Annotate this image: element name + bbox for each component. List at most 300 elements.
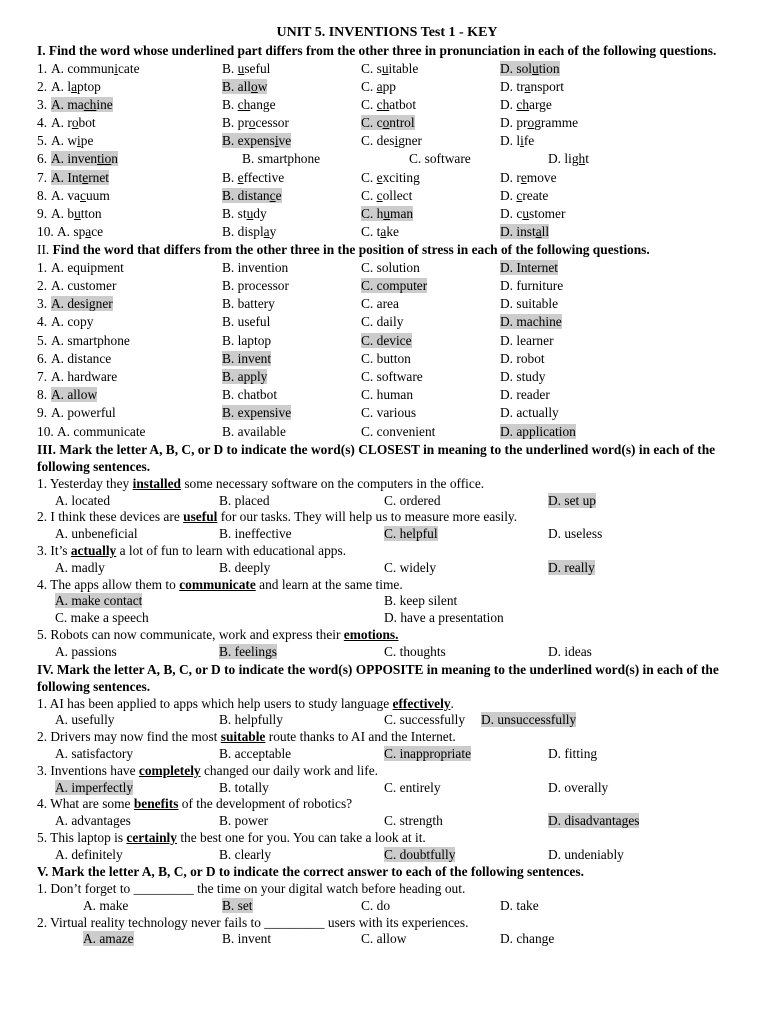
- option-c: [384, 813, 443, 830]
- option-b: [222, 313, 270, 331]
- option-text: [500, 61, 560, 76]
- answer-row: [37, 931, 737, 948]
- option-text-end: move: [526, 169, 557, 185]
- option-d: [500, 114, 578, 132]
- option-c: [384, 560, 436, 577]
- option-text-end: ffective: [243, 169, 285, 185]
- option-b: [219, 847, 271, 864]
- question-number: 5.: [37, 332, 48, 348]
- option-text: C. strength: [384, 813, 443, 829]
- option-text: [222, 79, 267, 94]
- option-text: A. smartphone: [51, 332, 130, 348]
- option-text: D. useless: [548, 526, 603, 542]
- option-text: D. overally: [548, 779, 609, 795]
- answer-row: [37, 847, 737, 864]
- question-number: 2.: [37, 278, 48, 294]
- section-2-number: II.: [37, 242, 50, 258]
- option-text: B. invent: [222, 931, 272, 947]
- option-text: D. study: [500, 369, 546, 384]
- option-text-end: tton: [80, 206, 102, 221]
- option-text-end: ange: [250, 96, 276, 112]
- option-text: A. usefully: [55, 712, 115, 728]
- question-text: 2. Virtual reality technology never fails to _________ users with its experiences.: [37, 914, 469, 930]
- option-text: C. thoughts: [384, 643, 446, 659]
- option-d: [500, 295, 558, 313]
- option-text-start: A. r: [51, 115, 72, 131]
- underlined-part: e: [520, 169, 527, 185]
- underlined-word: suitable: [220, 729, 266, 745]
- option-a: [55, 593, 142, 610]
- option-text-start: B.: [222, 96, 238, 112]
- question-start: 1. AI has been applied to apps which help users to study language: [37, 695, 393, 711]
- option-b: [222, 931, 271, 948]
- option-d: [500, 277, 563, 295]
- option-d: [500, 332, 554, 350]
- underlined-part: a: [263, 224, 270, 240]
- question-start: 2. I think these devices are: [37, 509, 184, 525]
- option-c: [361, 96, 416, 114]
- option-text: A. designer: [51, 296, 113, 312]
- option-b: [222, 404, 291, 422]
- option-text: [51, 115, 96, 130]
- option-text: [222, 97, 276, 112]
- option-c: [361, 169, 420, 187]
- option-text-end: stomer: [529, 206, 566, 221]
- option-a: [55, 746, 133, 763]
- option-text: B. battery: [222, 296, 275, 312]
- option-a: [55, 780, 133, 797]
- question-number: 4.: [37, 314, 48, 330]
- option-text: A. madly: [55, 559, 105, 575]
- option-text: [500, 224, 549, 239]
- question-start: 3. It’s: [37, 542, 71, 558]
- underlined-word: completely: [138, 762, 201, 778]
- option-text-start: C.: [361, 187, 377, 203]
- underlined-part: ch: [516, 96, 530, 112]
- option-text-end: atbot: [389, 96, 417, 112]
- option-b: [222, 187, 282, 205]
- option-text: A. communicate: [57, 423, 146, 439]
- option-d: [500, 386, 550, 404]
- option-text: [361, 61, 418, 76]
- option-c: [384, 847, 455, 864]
- answer-row: [37, 493, 737, 510]
- option-b: [219, 712, 283, 729]
- option-c: [384, 712, 465, 729]
- option-a: [51, 169, 109, 187]
- question-number: 6.: [37, 350, 48, 366]
- underlined-word: useful: [183, 509, 218, 525]
- option-d: [500, 931, 554, 948]
- option-d: [500, 423, 576, 441]
- option-text: C. button: [361, 350, 411, 366]
- question-end: and learn at the same time.: [255, 576, 403, 592]
- option-text: [500, 170, 557, 185]
- option-text: [361, 170, 420, 185]
- question-text: [37, 796, 737, 813]
- option-text: [51, 79, 101, 94]
- option-a: [55, 712, 115, 729]
- option-c: [361, 332, 412, 350]
- option-b: [219, 526, 292, 543]
- option-a: [57, 423, 146, 441]
- option-b: [219, 746, 291, 763]
- option-text: B. useful: [222, 314, 271, 330]
- option-text-start: B. all: [222, 78, 252, 94]
- option-a: [57, 223, 103, 241]
- option-text-start: C. c: [361, 115, 383, 131]
- option-text: [361, 115, 415, 130]
- option-text: D. change: [500, 931, 555, 947]
- option-c: [384, 780, 441, 797]
- option-text-end: seful: [244, 60, 271, 76]
- option-text: D. learner: [500, 332, 554, 348]
- option-text: C. allow: [361, 931, 407, 947]
- option-text: [500, 133, 534, 148]
- option-text-end: arge: [529, 96, 552, 112]
- underlined-part: o: [71, 115, 79, 131]
- question-text: [37, 577, 737, 594]
- option-text-start: D.: [500, 187, 517, 203]
- question-row: [37, 313, 737, 331]
- option-c: [361, 350, 411, 368]
- option-text-start: B.: [222, 60, 238, 76]
- option-text-start: B. expens: [222, 133, 275, 149]
- option-text: C. solution: [361, 259, 420, 275]
- option-a: [51, 368, 117, 386]
- option-d: [500, 313, 562, 331]
- question-row: [37, 205, 737, 223]
- underlined-part: u: [522, 206, 530, 221]
- question-row: [37, 386, 737, 404]
- question-row: [37, 132, 737, 150]
- option-d: [548, 493, 596, 510]
- underlined-part: i: [114, 60, 118, 76]
- question-text: [37, 729, 737, 746]
- option-text: [409, 151, 471, 166]
- question-number: 7.: [37, 369, 48, 384]
- option-text: D. really: [548, 559, 595, 575]
- option-c: [361, 313, 403, 331]
- option-text: A. make: [83, 897, 129, 913]
- option-text-end: n: [111, 151, 118, 167]
- underlined-part: gh: [571, 151, 586, 167]
- answer-row: [37, 644, 737, 661]
- underlined-part: u: [383, 206, 391, 221]
- option-text: [222, 224, 276, 239]
- option-c: [361, 205, 413, 223]
- option-text-end: ntrol: [389, 115, 415, 131]
- answer-row: [37, 593, 737, 610]
- option-a: [51, 350, 111, 368]
- section-1-heading: I. Find the word whose underlined part differs from the other three in pronunciation in each of the following questions.: [37, 43, 717, 58]
- option-text-end: tion: [538, 60, 560, 76]
- question-text: [37, 763, 737, 780]
- option-text: A. customer: [51, 278, 117, 294]
- option-text: [242, 151, 320, 166]
- option-text-start: C. h: [361, 206, 384, 221]
- option-text-end: pe: [80, 133, 94, 149]
- option-text: A. equipment: [51, 259, 124, 275]
- option-text: [57, 224, 103, 239]
- option-d: [500, 223, 549, 241]
- option-text: B. keep silent: [384, 593, 458, 609]
- option-text-end: pp: [382, 78, 396, 94]
- question-number: 5.: [37, 133, 48, 149]
- option-text-start: D.: [500, 96, 517, 112]
- option-text-start: A. l: [51, 78, 72, 94]
- underlined-part: ch: [83, 96, 97, 112]
- option-a: [51, 332, 130, 350]
- option-text: [500, 115, 578, 130]
- option-c: [361, 368, 423, 386]
- option-text-start: D. tr: [500, 78, 525, 94]
- option-text: C. make a speech: [55, 610, 149, 626]
- question-text: 1. Don’t forget to _________ the time on your digital watch before heading out.: [37, 880, 466, 896]
- option-text: B. processor: [222, 278, 289, 294]
- option-a: [55, 560, 105, 577]
- option-text: C. daily: [361, 314, 404, 330]
- option-text-start: A. w: [51, 133, 78, 149]
- option-text: B. totally: [219, 779, 269, 795]
- option-text-start: C. s: [361, 60, 382, 76]
- option-text-end: ptop: [77, 78, 101, 94]
- option-text: B. power: [219, 813, 269, 829]
- option-d: [500, 898, 539, 915]
- option-text: A. make contact: [55, 593, 143, 609]
- option-text: A. distance: [51, 350, 112, 366]
- option-a: [55, 644, 117, 661]
- option-text: B. acceptable: [219, 745, 292, 761]
- option-b: [219, 813, 268, 830]
- option-text-start: D. l: [500, 133, 521, 149]
- question-text: [37, 830, 737, 847]
- option-text: [51, 61, 140, 76]
- question-row: [37, 295, 737, 313]
- answer-row: [37, 780, 737, 797]
- option-text-end: itable: [388, 60, 419, 76]
- underlined-part: a: [380, 224, 387, 240]
- option-text: B. set: [222, 897, 253, 913]
- option-c: [361, 404, 416, 422]
- option-text: A. imperfectly: [55, 779, 134, 795]
- option-a: [51, 60, 140, 78]
- option-a: [55, 493, 110, 510]
- option-text: A. powerful: [51, 405, 116, 421]
- option-d: [481, 712, 576, 729]
- question-text: [37, 543, 737, 560]
- question-text: [37, 476, 737, 493]
- option-b: [222, 259, 288, 277]
- question-row: [37, 332, 737, 350]
- option-text: A. unbeneficial: [55, 526, 138, 542]
- option-text: C. computer: [361, 278, 428, 294]
- question-row: [37, 223, 737, 241]
- section-5-heading: V. Mark the letter A, B, C, or D to indicate the correct answer to each of the following sentences.: [37, 864, 584, 880]
- underlined-part: o: [251, 78, 258, 94]
- option-text: [361, 133, 422, 148]
- question-end: the best one for you. You can take a look at it.: [176, 829, 426, 845]
- option-b: [222, 205, 267, 223]
- option-text-end: man: [390, 206, 414, 221]
- option-text: B. invention: [222, 259, 289, 275]
- option-text: B. available: [222, 423, 286, 439]
- option-text: [222, 170, 284, 185]
- question-end: of the development of robotics?: [178, 796, 353, 812]
- question-row: [37, 169, 737, 187]
- section-3-heading: III. Mark the letter A, B, C, or D to indicate the word(s) CLOSEST in meaning to the underlined word(s) in each of the following sentences.: [37, 441, 716, 475]
- section-5-questions: [37, 881, 737, 948]
- option-text-start: D. li: [548, 151, 572, 167]
- underlined-part: e: [376, 169, 383, 185]
- option-text-start: B. distan: [222, 187, 270, 203]
- option-text-end: dy: [253, 206, 267, 221]
- option-c: [361, 259, 420, 277]
- option-a: [51, 386, 97, 404]
- question-start: 3. Inventions have: [37, 762, 139, 778]
- underlined-part: a: [71, 78, 78, 94]
- option-text: B. laptop: [222, 332, 272, 348]
- option-text-end: ine: [96, 96, 113, 112]
- option-text: D. suitable: [500, 296, 559, 312]
- underlined-part: i: [394, 133, 399, 149]
- answer-row: [37, 813, 737, 830]
- section-1-questions: [37, 60, 737, 242]
- option-text: [51, 97, 113, 112]
- option-text: D. unsuccessfully: [481, 712, 577, 728]
- question-row: [37, 423, 737, 441]
- option-c: [361, 423, 435, 441]
- question-number: 9.: [37, 206, 48, 221]
- option-text: C. software: [361, 369, 423, 384]
- option-c: [361, 132, 422, 150]
- question-start: 1. Yesterday they: [37, 475, 133, 491]
- option-c: [361, 277, 427, 295]
- underlined-part: e: [237, 169, 244, 185]
- option-text: A. allow: [51, 387, 98, 403]
- underlined-part: a: [85, 224, 92, 240]
- underlined-part: ch: [237, 96, 251, 112]
- option-b: [222, 114, 289, 132]
- answer-row: [37, 898, 737, 915]
- underlined-part: c: [376, 187, 383, 203]
- option-c: [361, 114, 415, 132]
- option-text: A. located: [55, 492, 111, 508]
- option-text-start: C. software: [409, 151, 471, 167]
- question-row: [37, 404, 737, 422]
- question-row: [37, 60, 737, 78]
- underlined-part: c: [80, 187, 86, 203]
- option-text: B. chatbot: [222, 387, 278, 403]
- question-number: 3.: [37, 96, 48, 112]
- option-text-end: nsport: [530, 78, 564, 94]
- option-d: [548, 644, 592, 661]
- option-text-start: B. st: [222, 206, 247, 221]
- option-b: [222, 96, 276, 114]
- underlined-word: installed: [132, 475, 181, 491]
- option-text: [222, 206, 267, 221]
- option-b: [222, 60, 270, 78]
- option-text-end: gramme: [534, 115, 579, 131]
- underlined-word: actually: [70, 542, 117, 558]
- question-row: [37, 150, 737, 168]
- option-text-end: cessor: [255, 115, 289, 131]
- option-b: [222, 423, 286, 441]
- question-text: [37, 509, 737, 526]
- section-2-heading-text: Find the word that differs from the other three in the position of stress in each of the following questions.: [49, 242, 650, 258]
- option-c: [409, 150, 471, 168]
- option-d: [500, 404, 559, 422]
- option-text: B. apply: [222, 369, 268, 384]
- option-text: [361, 79, 396, 94]
- option-text: D. robot: [500, 350, 545, 366]
- option-text: B. expensive: [222, 405, 292, 421]
- option-text-end: ce: [91, 224, 104, 240]
- option-text: C. do: [361, 897, 391, 913]
- option-text: [361, 206, 413, 221]
- answer-row: [37, 746, 737, 763]
- option-text-end: uum: [85, 187, 110, 203]
- option-text-end: reate: [522, 187, 549, 203]
- question-start: 2. Drivers may now find the most: [37, 729, 221, 745]
- option-text-start: C.: [361, 78, 377, 94]
- question-number: 6.: [37, 151, 48, 167]
- underlined-part: c: [269, 187, 276, 203]
- option-text-end: ke: [386, 224, 399, 240]
- question-number: 2.: [37, 78, 48, 94]
- underlined-word: benefits: [133, 796, 179, 812]
- option-text: D. reader: [500, 387, 550, 403]
- option-b: [222, 132, 291, 150]
- underlined-word: communicate: [179, 576, 256, 592]
- question-number: 4.: [37, 115, 48, 131]
- option-text: C. helpful: [384, 526, 438, 542]
- option-text: B. feelings: [219, 643, 278, 659]
- option-text: D. application: [500, 423, 576, 439]
- option-a: [51, 187, 110, 205]
- option-text: [51, 133, 93, 148]
- option-text-end: xciting: [382, 169, 420, 185]
- option-a: [51, 205, 102, 223]
- underlined-part: a: [524, 78, 531, 94]
- option-text: B. clearly: [219, 846, 272, 862]
- option-text: [361, 224, 399, 239]
- underlined-part: tio: [97, 151, 112, 167]
- option-text: D. Internet: [500, 259, 559, 275]
- option-text: [500, 97, 552, 112]
- option-d: [500, 60, 560, 78]
- option-a: [51, 150, 118, 168]
- option-text: D. actually: [500, 405, 559, 421]
- option-b: [222, 386, 277, 404]
- option-text: C. device: [361, 332, 412, 348]
- option-text-start: D. inst: [500, 224, 536, 240]
- option-a: [51, 313, 93, 331]
- question-start: 5. This laptop is: [37, 829, 127, 845]
- answer-row: [37, 712, 737, 729]
- document-page: [37, 24, 737, 948]
- underlined-word: emotions.: [343, 626, 399, 642]
- option-text: [51, 151, 118, 166]
- option-text: C. convenient: [361, 423, 436, 439]
- option-text: A. definitely: [55, 846, 123, 862]
- underlined-part: c: [516, 187, 523, 203]
- underlined-word: effectively: [392, 695, 451, 711]
- option-b: [222, 350, 271, 368]
- option-text: C. ordered: [384, 492, 441, 508]
- underlined-part: i: [520, 133, 524, 149]
- option-text: D. furniture: [500, 278, 564, 294]
